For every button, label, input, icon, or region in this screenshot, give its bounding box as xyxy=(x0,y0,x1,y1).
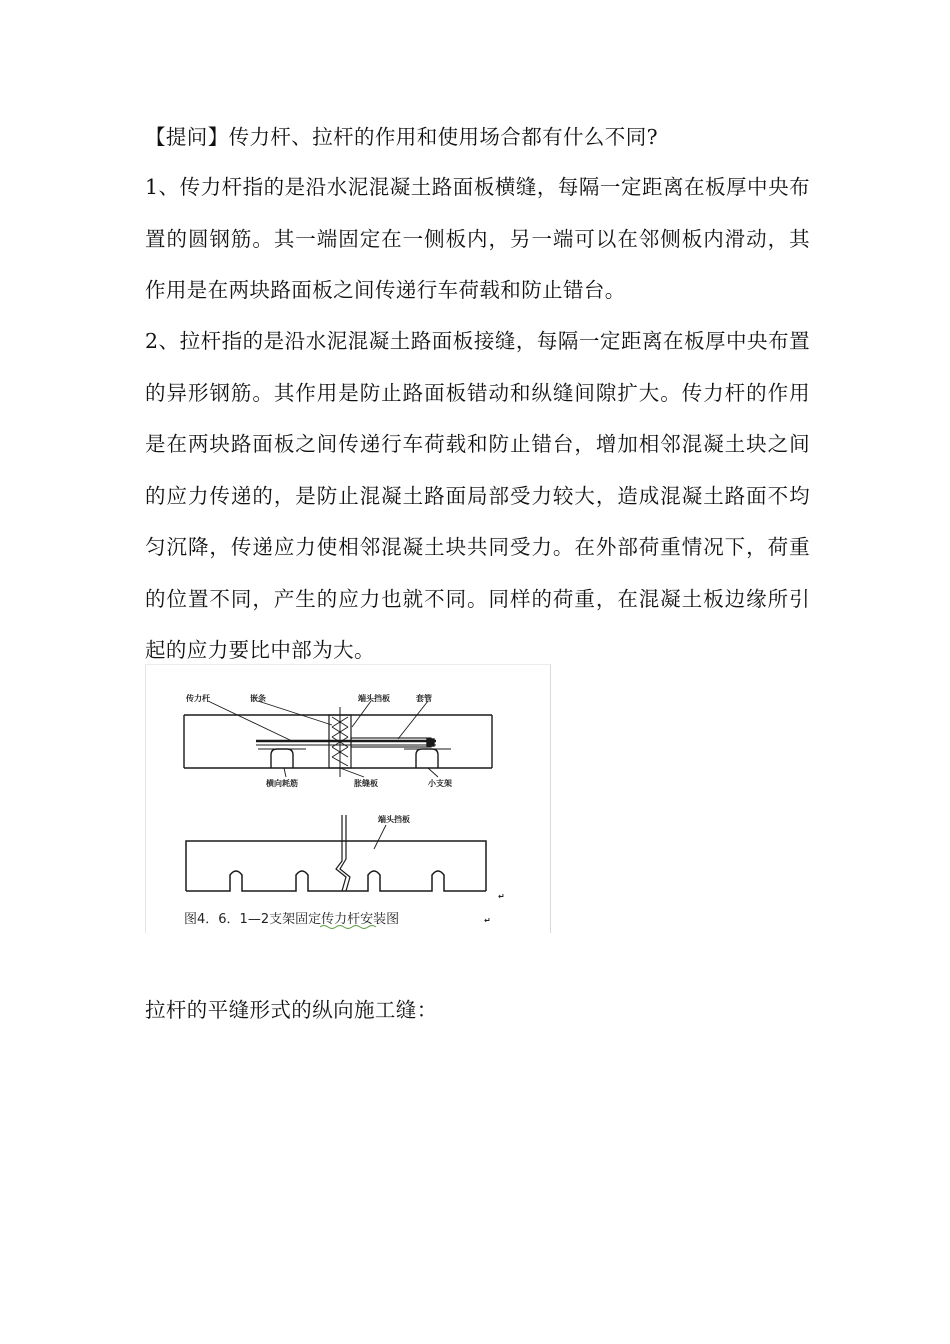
label-transverse-bar: 横向耗筋 xyxy=(266,779,298,788)
return-mark: ↵ xyxy=(498,892,505,901)
label-small-support: 小支架 xyxy=(428,779,452,788)
label-sleeve: 套管 xyxy=(416,694,432,703)
question-heading: 【提问】传力杆、拉杆的作用和使用场合都有什么不同? xyxy=(145,125,658,149)
label-batten: 嵌条 xyxy=(250,694,266,703)
caption-return-mark: ↵ xyxy=(484,916,491,925)
label-end-form-top: 端头挡板 xyxy=(358,694,390,703)
figure-caption: 图4．6．1—2支架固定传力杆安装图 xyxy=(184,912,400,927)
label-joint-board: 胀缝板 xyxy=(354,779,378,788)
paragraph-tie-bar-joint: 拉杆的平缝形式的纵向施工缝： xyxy=(145,998,438,1022)
end-form-drawing xyxy=(186,815,486,891)
dowel-bar-installation-figure xyxy=(145,664,551,933)
figure-drawing xyxy=(146,665,551,933)
label-end-form-bottom: 端头挡板 xyxy=(378,815,410,824)
paragraph-dowel-bar: 1、传力杆指的是沿水泥混凝土路面板横缝，每隔一定距离在板厚中央布置的圆钢筋。其一端固定在一侧板内，另一端可以在邻侧板内滑动，其作用是在两块路面板之间传递行车荷载和防止错台。 xyxy=(145,175,810,302)
paragraph-tie-bar: 2、拉杆指的是沿水泥混凝土路面板接缝，每隔一定距离在板厚中央布置的异形钢筋。其作用是防止路面板错动和纵缝间隙扩大。传力杆的作用是在两块路面板之间传递行车荷载和防止错台，增加相邻混凝土块之间的应力传递的，是防止混凝土路面局部受力较大，造成混凝土路面不均匀沉降，传递应力使相邻混凝土块共同受力。在外部荷重情况下，荷重的位置不同，产生的应力也就不同。同样的荷重，在混凝土板边缘所引起的应力要比中部为大。 xyxy=(145,329,810,662)
slab-section-drawing xyxy=(184,701,492,777)
label-dowel-bar: 传力杆 xyxy=(186,694,210,703)
